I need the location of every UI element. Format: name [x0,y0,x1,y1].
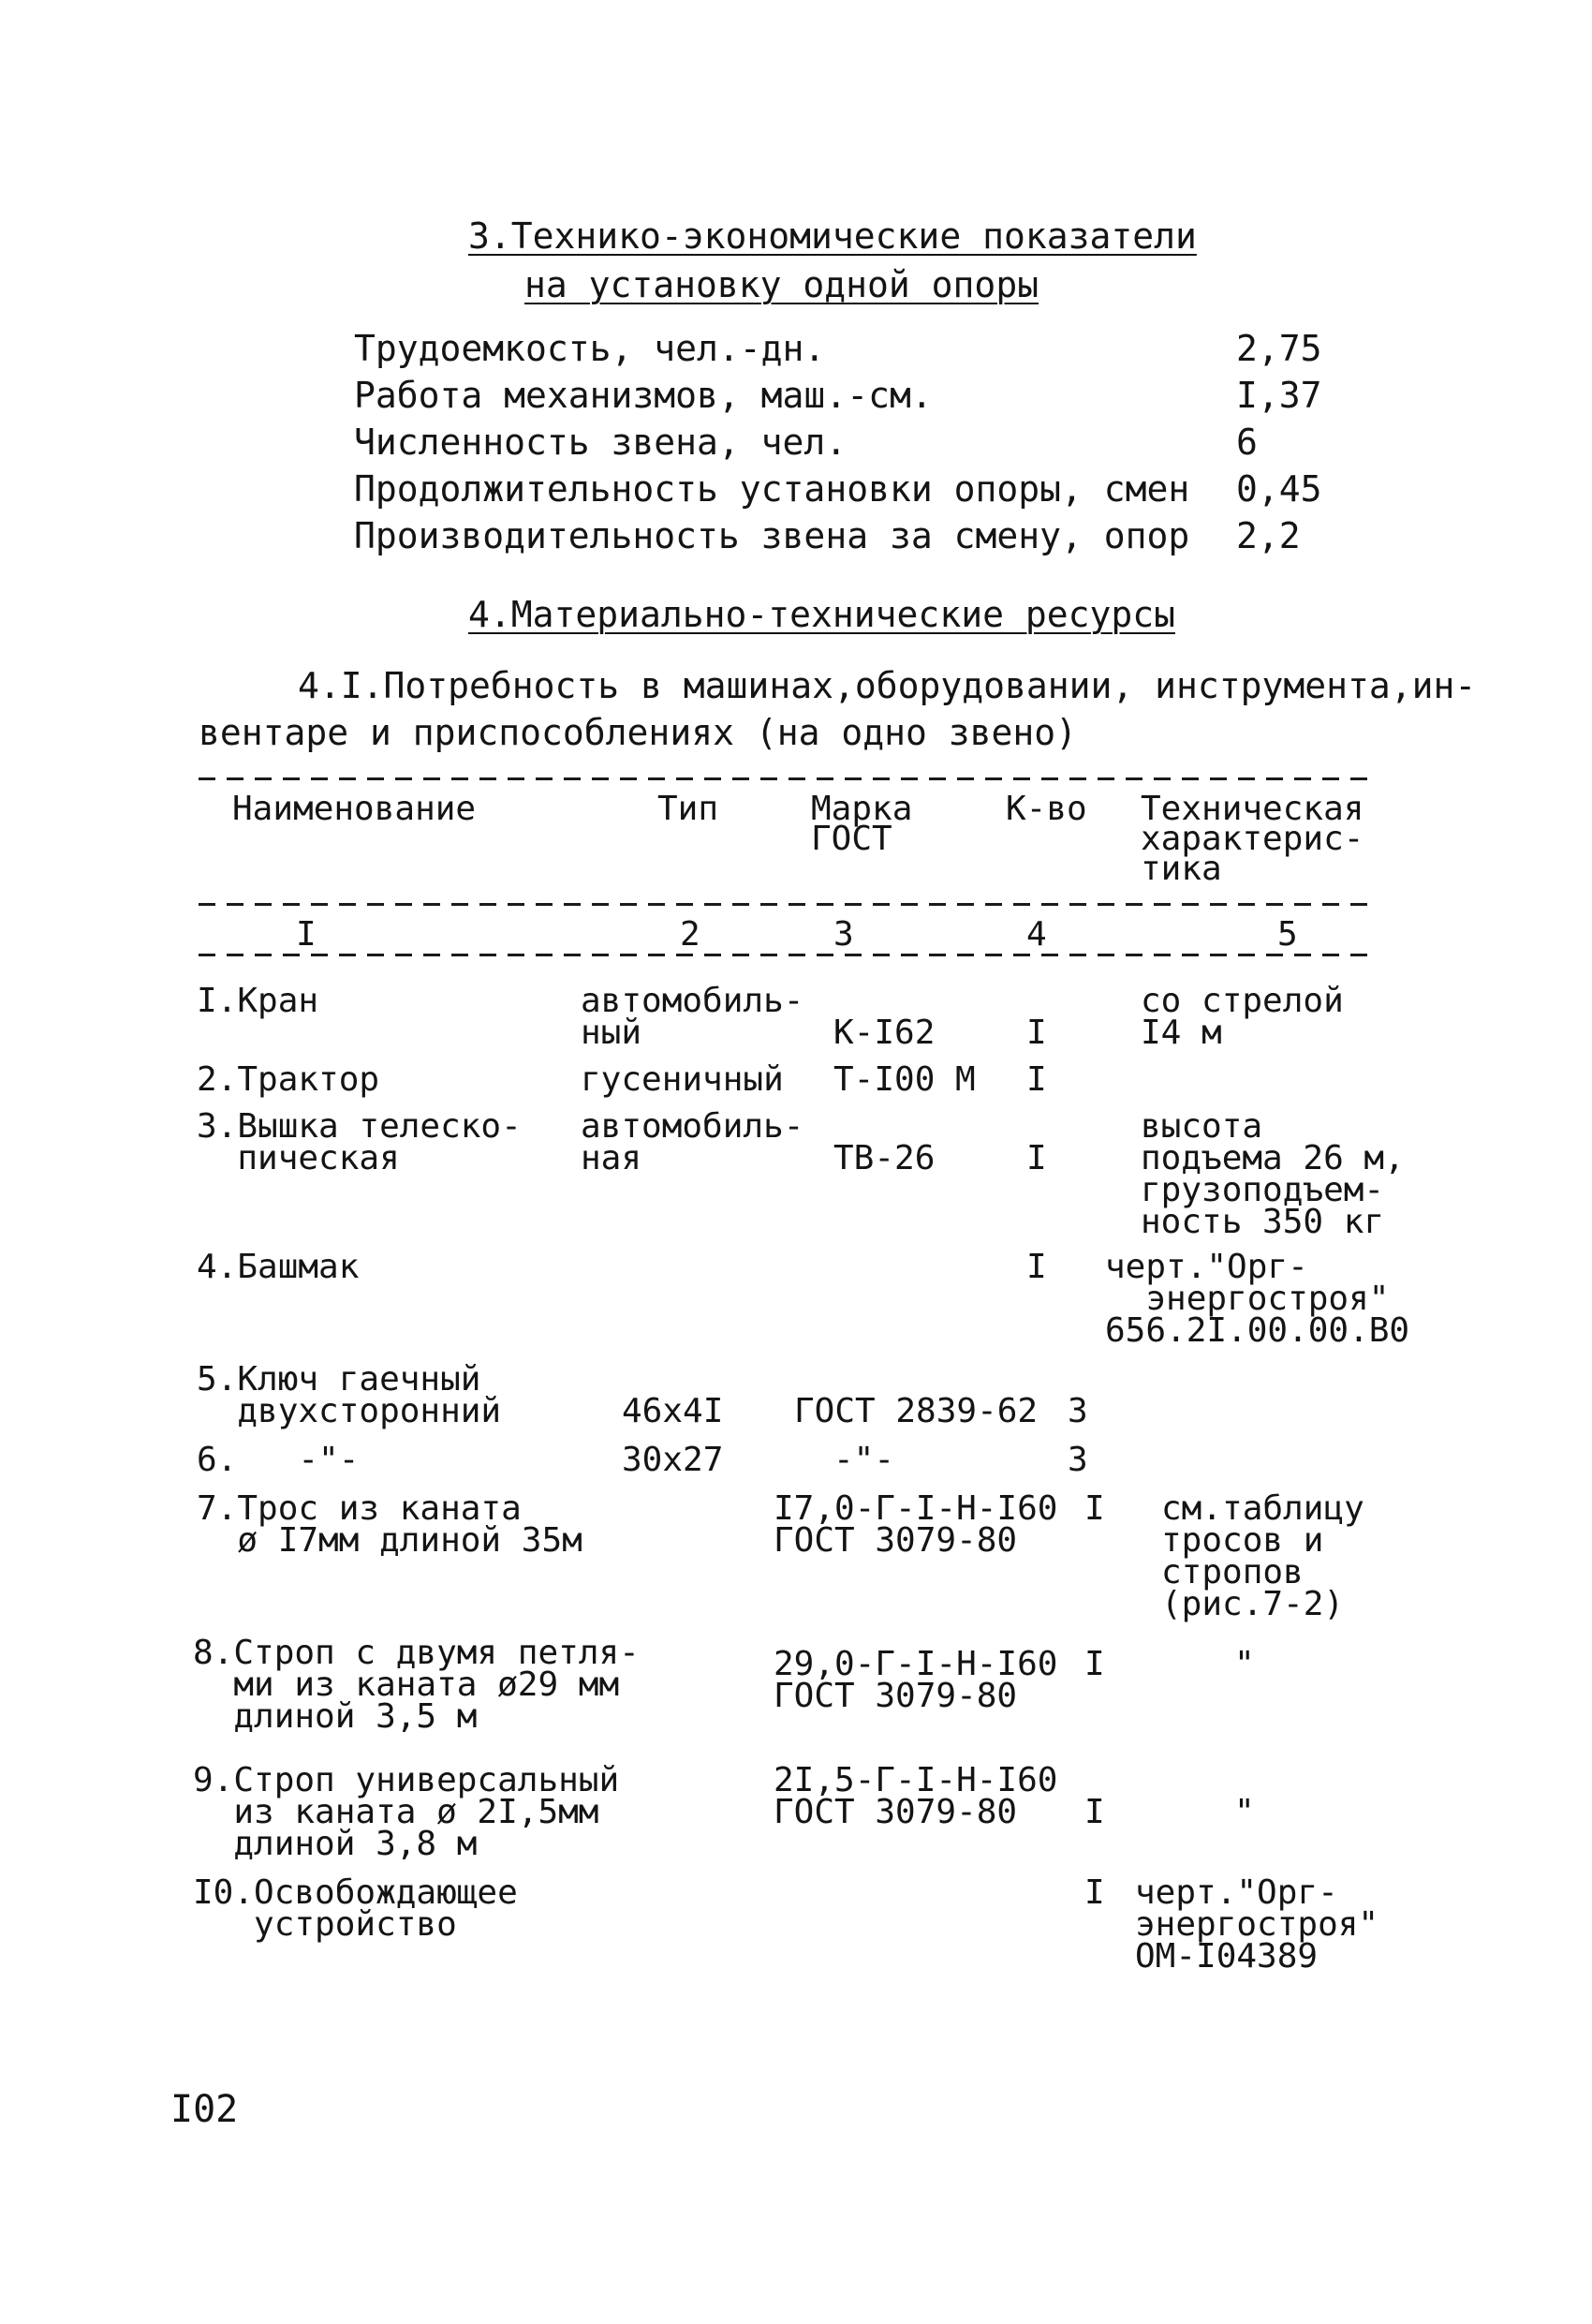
row-tech: " [1234,1793,1255,1831]
header-bottom-rule [199,903,1378,906]
row-qty: I [1084,1645,1105,1683]
row-tech: см.таблицу тросов и стропов (рис.7-2) [1161,1489,1364,1623]
indicator-value: 2,2 [1236,515,1301,556]
section4-title: 4.Материально-технические ресурсы [468,594,1175,635]
header-name: Наименование [232,790,477,828]
row-qty: I [1026,1014,1047,1052]
table-top-rule [199,777,1378,780]
indicator-label: Численность звена, чел. [354,422,848,463]
column-number: I [296,915,317,954]
indicator-value: I,37 [1236,375,1322,416]
row-qty: I [1084,1793,1105,1831]
row-tech: со стрелой I4 м [1141,982,1344,1052]
row-qty: I [1084,1489,1105,1528]
row-type: автомобиль- ный [581,982,804,1052]
row-mark: ГОСТ 2839-62 [794,1392,1039,1430]
row-mark: 2I,5-Г-I-Н-I60 ГОСТ 3079-80 [774,1761,1058,1831]
indicator-value: 2,75 [1236,328,1322,369]
column-number: 3 [833,915,854,954]
row-mark: -"- [833,1441,895,1479]
row-name: 6. -"- [197,1441,360,1479]
row-mark: Т-I00 М [833,1060,976,1099]
row-qty: I [1026,1248,1047,1286]
row-type: 46х4I [622,1392,724,1430]
row-type: автомобиль- ная [581,1107,804,1177]
row-qty: 3 [1068,1441,1088,1479]
row-name: 9.Строп универсальный из каната ø 2I,5мм длиной 3,8 м [193,1761,620,1863]
section4-subtitle-line2: вентаре и приспособлениях (на одно звено) [199,712,1077,753]
row-name: 2.Трактор [197,1060,380,1099]
row-tech: " [1234,1645,1255,1683]
page-number: I02 [170,2088,239,2131]
row-mark: I7,0-Г-I-Н-I60 ГОСТ 3079-80 [774,1489,1058,1560]
column-numbers-rule [199,954,1378,956]
row-name: I.Кран [197,982,319,1020]
row-qty: I [1026,1139,1047,1177]
row-qty: I [1026,1060,1047,1099]
row-name: 8.Строп с двумя петля- ми из каната ø29 мм длиной 3,5 м [193,1634,640,1736]
row-qty: 3 [1068,1392,1088,1430]
header-type: Тип [657,790,719,828]
row-tech: высота подъема 26 м, грузоподъем- ность 350 кг [1141,1107,1405,1241]
row-mark: 29,0-Г-I-Н-I60 ГОСТ 3079-80 [774,1645,1058,1715]
header-mark: Марка ГОСТ [811,790,913,858]
indicator-value: 0,45 [1236,468,1322,510]
row-name: 5.Ключ гаечный двухсторонний [197,1360,502,1430]
row-name: I0.Освобождающее устройство [193,1873,518,1944]
row-mark: ТВ-26 [833,1139,936,1177]
column-number: 4 [1026,915,1047,954]
header-tech: Техническая характерис- тика [1141,790,1364,888]
indicator-label: Продолжительность установки опоры, смен [354,468,1190,510]
section3-title-line1: 3.Технико-экономические показатели [468,215,1197,257]
row-type: 30х27 [622,1441,724,1479]
indicator-label: Производительность звена за смену, опор [354,515,1190,556]
section3-title-line2: на установку одной опоры [524,264,1039,305]
row-type: гусеничный [581,1060,784,1099]
row-tech: черт."Орг- энергостроя" 656.2I.00.00.В0 [1105,1248,1410,1350]
row-name: 3.Вышка телеско- пическая [197,1107,522,1177]
row-tech: черт."Орг- энергостроя" ОМ-I04389 [1135,1873,1379,1976]
row-name: 7.Трос из каната ø I7мм длиной 35м [197,1489,582,1560]
indicator-label: Трудоемкость, чел.-дн. [354,328,826,369]
header-qty: К-во [1006,790,1087,828]
indicator-label: Работа механизмов, маш.-см. [354,375,933,416]
indicator-value: 6 [1236,422,1258,463]
column-number: 5 [1277,915,1298,954]
row-name: 4.Башмак [197,1248,360,1286]
row-qty: I [1084,1873,1105,1912]
section4-subtitle-line1: 4.I.Потребность в машинах,оборудовании, инструмента,ин- [298,665,1477,706]
column-number: 2 [680,915,700,954]
row-mark: К-I62 [833,1014,936,1052]
